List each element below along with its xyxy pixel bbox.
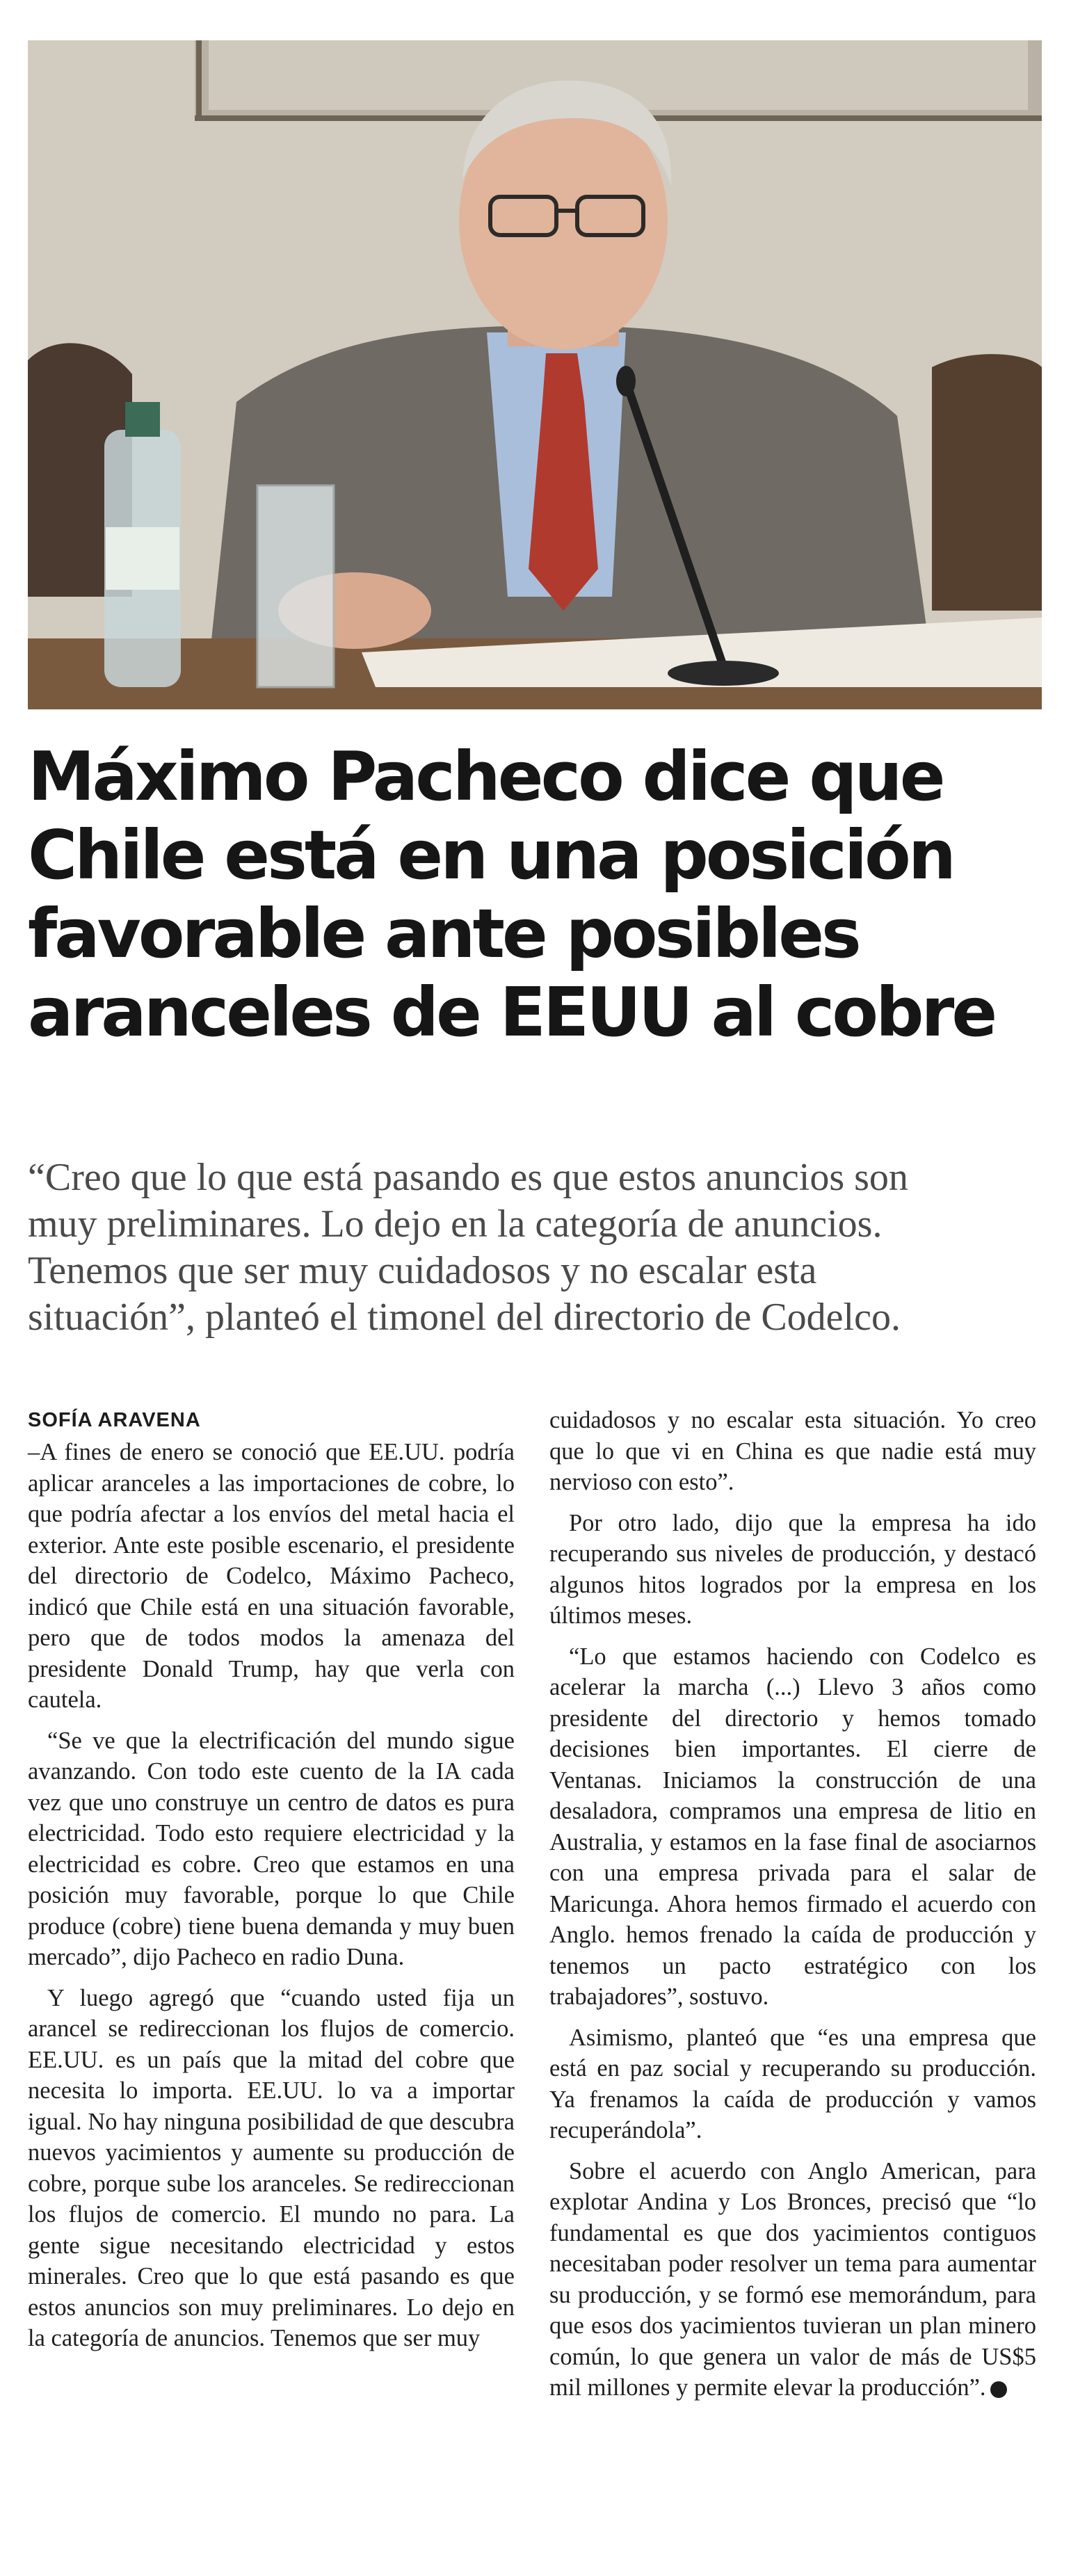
headline-line: favorable ante posibles xyxy=(28,894,859,973)
end-mark-icon: P xyxy=(990,2381,1007,2398)
body-paragraph-text: Sobre el acuerdo con Anglo American, para explotar Andina y Los Bronces, precisó que “lo fundamental es que dos yacimientos contiguos necesitaban poder resolver un tema para aumentar su producción, y se formó ese memorándum, para que esos dos yacimientos tuvieran un plan minero común, lo que genera un valor de más de US$5 mil millones y permite elevar la producción”. xyxy=(549,2157,1036,2401)
photo-illustration xyxy=(28,40,1042,709)
headline xyxy=(28,737,1050,1052)
body-paragraph-last xyxy=(549,2156,1036,2404)
lead-line: muy preliminares. Lo dejo en la categoría de anuncios. xyxy=(28,1202,883,1246)
body-paragraph: “Lo que estamos haciendo con Codelco es acelerar la marcha (...) Llevo 3 años como presidente del directorio y hemos tomado decisiones bien importantes. El cierre de Ventanas. Iniciamos la construcción de una desaladora, compramos una empresa de litio en Australia, y estamos en la fase final de asociarnos con una empresa privada para el salar de Maricunga. Ahora hemos firmado el acuerdo con Anglo. hemos frenado la caída de producción y tenemos un pacto estratégico con los trabajadores”, sostuvo. xyxy=(549,1643,1036,2010)
lead-line: situación”, planteó el timonel del directorio de Codelco. xyxy=(28,1296,901,1339)
lead-quote xyxy=(28,1154,1050,1341)
body-paragraph: Asimismo, planteó que “es una empresa que está en paz social y recuperando su producción. Ya frenamos la caída de producción y vamos recuperándola”. xyxy=(549,2024,1036,2143)
headline-line: aranceles de EEUU al cobre xyxy=(28,973,995,1052)
lead-line: Tenemos que ser muy cuidadosos y no escalar esta xyxy=(28,1249,817,1292)
body-paragraph: Y luego agregó que “cuando usted fija un arancel se redireccionan los flujos de comercio. EE.UU. es un país que la mitad del cobre que necesita lo importa. EE.UU. lo va a importar igual. No hay ninguna posibilidad de que descubra nuevos yacimientos y aumente su producción de cobre, porque sube los aranceles. Se redireccionan los flujos de comercio. El mundo no para. La gente sigue necesitando electricidad y estos minerales. Creo que lo que está pasando es que estos anuncios son muy preliminares. Lo dejo en la categoría de anuncios. Tenemos que ser muy xyxy=(28,1984,515,2351)
lead-line: “Creo que lo que está pasando es que estos anuncios son xyxy=(28,1156,908,1199)
body-paragraph: “Se ve que la electrificación del mundo sigue avanzando. Con todo este cuento de la IA cada vez que uno construye un centro de datos es pura electricidad. Todo esto requiere electricidad y la electricidad es cobre. Creo que estamos en una posición muy favorable, porque lo que Chile produce (cobre) tiene buena demanda y muy buen mercado”, dijo Pacheco en radio Duna. xyxy=(28,1727,515,1970)
body-paragraph: –A fines de enero se conoció que EE.UU. podría aplicar aranceles a las importaciones de cobre, lo que podría afectar a los envíos del metal hacia el exterior. Ante este posible escenario, el presidente del directorio de Codelco, Máximo Pacheco, indicó que Chile está en una situación favorable, pero que de todos modos la amenaza del presidente Donald Trump, hay que verla con cautela. xyxy=(28,1439,515,1713)
byline: SOFÍA ARAVENA xyxy=(28,1409,201,1431)
headline-line: Máximo Pacheco dice que xyxy=(28,737,943,816)
body-paragraph: cuidadosos y no escalar esta situación. Yo creo que lo que vi en China es que nadie está muy nervioso con esto”. xyxy=(549,1407,1036,1495)
body-paragraph: Por otro lado, dijo que la empresa ha ido recuperando sus niveles de producción, y destacó algunos hitos logrados por la empresa en los últimos meses. xyxy=(549,1509,1036,1629)
headline-line: Chile está en una posición xyxy=(28,816,953,894)
article-photo xyxy=(28,40,1042,709)
body-column-left xyxy=(28,1405,515,2354)
body-column-right xyxy=(549,1405,1036,2404)
